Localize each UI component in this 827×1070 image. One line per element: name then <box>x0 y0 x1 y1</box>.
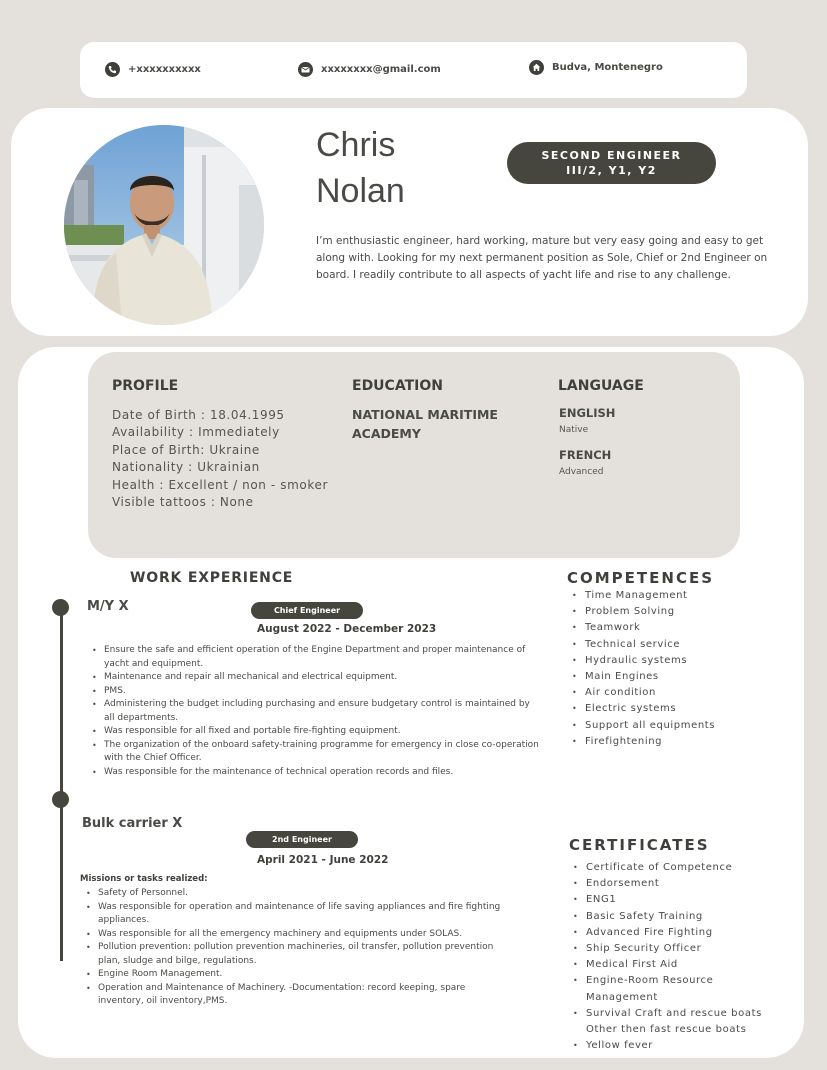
duty-item: • Safety of Personnel. <box>86 887 506 901</box>
education-heading: EDUCATION <box>352 378 443 394</box>
contact-email[interactable] <box>298 62 441 77</box>
work-heading: WORK EXPERIENCE <box>130 570 294 586</box>
timeline-line <box>60 605 63 961</box>
contact-location <box>529 60 663 75</box>
competence-item: • Technical service <box>572 637 792 653</box>
profile-item: Place of Birth: Ukraine <box>112 442 260 457</box>
info-box <box>88 352 740 558</box>
language-level: Native <box>559 425 589 435</box>
duty-item: • Engine Room Management. <box>86 968 506 982</box>
role-title: SECOND ENGINEER <box>541 149 682 162</box>
role-certs: III/2, Y1, Y2 <box>566 164 657 177</box>
timeline-dot <box>52 599 69 616</box>
language-level: Advanced <box>559 467 604 477</box>
language-name: ENGLISH <box>559 406 616 420</box>
duty-item: • Administering the budget including purchasing and ensure budgetary control is maintained by all departments. <box>92 698 542 725</box>
main-card <box>18 347 804 1058</box>
job-place: Bulk carrier X <box>82 816 183 831</box>
profile-item: Date of Birth : 18.04.1995 <box>112 408 285 422</box>
email-icon <box>298 62 313 77</box>
location-text: Budva, Montenegro <box>552 62 663 73</box>
contact-phone[interactable] <box>105 62 201 77</box>
competence-item: • Time Management <box>572 588 792 604</box>
language-heading: LANGUAGE <box>558 378 644 394</box>
competences-list <box>572 588 792 750</box>
duty-item: • Was responsible for operation and maintenance of life saving appliances and fire fighting appliances. <box>86 901 506 928</box>
hero-card <box>11 108 808 336</box>
job-place: M/Y X <box>87 599 129 614</box>
duty-item: • The organization of the onboard safety-training programme for emergency in close co-operation with the Chief Officer. <box>92 739 542 766</box>
competence-item: • Hydraulic systems <box>572 653 792 669</box>
certificate-item: • Yellow fever <box>573 1038 788 1054</box>
phone-text: +xxxxxxxxxx <box>128 64 201 75</box>
job-position: 2nd Engineer <box>246 831 358 848</box>
duty-item: • Was responsible for the maintenance of technical operation records and files. <box>92 766 542 780</box>
certificate-item: • Medical First Aid <box>573 957 788 973</box>
role-badge <box>507 142 716 184</box>
certificates-list <box>573 860 788 1054</box>
full-name <box>316 122 405 214</box>
certificate-item: • Advanced Fire Fighting <box>573 925 788 941</box>
first-name: Chris <box>316 126 396 164</box>
duty-item: • Maintenance and repair all mechanical and electrical equipment. <box>92 671 542 685</box>
competence-item: • Firefightening <box>572 734 792 750</box>
profile-item: Availability : Immediately <box>112 425 280 440</box>
job-position: Chief Engineer <box>251 602 363 619</box>
home-icon <box>529 60 544 75</box>
profile-item: Visible tattoos : None <box>112 495 254 510</box>
job-duties <box>92 644 542 779</box>
intro-text: I’m enthusiastic engineer, hard working, mature but very easy going and easy to get along with. Looking for my next permanent position as Sole, Chief or 2nd Engineer on board. I readily contribute to all aspects of yacht life and rise to any challenge. <box>316 235 768 281</box>
profile-item: Health : Excellent / non - smoker <box>112 477 328 492</box>
competence-item: • Air condition <box>572 685 792 701</box>
tasks-title: Missions or tasks realized: <box>80 874 208 884</box>
contact-bar <box>80 42 747 98</box>
competence-item: • Teamwork <box>572 620 792 636</box>
competence-item: • Support all equipments <box>572 718 792 734</box>
certificates-heading: CERTIFICATES <box>569 836 710 854</box>
timeline-dot <box>52 791 69 808</box>
certificate-item: • Endorsement <box>573 876 788 892</box>
duty-item: • Was responsible for all fixed and portable fire-fighting equipment. <box>92 725 542 739</box>
job-dates: April 2021 - June 2022 <box>257 854 389 866</box>
profile-item: Nationality : Ukrainian <box>112 460 260 475</box>
competence-item: • Problem Solving <box>572 604 792 620</box>
phone-icon <box>105 62 120 77</box>
job-duties <box>86 887 506 1009</box>
competences-heading: COMPETENCES <box>567 569 715 587</box>
duty-item: • PMS. <box>92 685 542 699</box>
profile-heading: PROFILE <box>112 378 179 394</box>
education-school: NATIONAL MARITIME ACADEMY <box>352 407 498 441</box>
duty-item: • Was responsible for all the emergency machinery and equipments under SOLAS. <box>86 928 506 942</box>
certificate-item: • Certificate of Competence <box>573 860 788 876</box>
certificate-item: • Engine-Room Resource Management <box>573 973 788 1005</box>
duty-item: • Operation and Maintenance of Machinery. -Documentation: record keeping, spare inventory, oil inventory,PMS. <box>86 982 506 1009</box>
profile-list <box>112 407 328 511</box>
certificate-item: • ENG1 <box>573 892 788 908</box>
duty-item: • Ensure the safe and efficient operation of the Engine Department and proper maintenance of yacht and equipment. <box>92 644 542 671</box>
competence-item: • Main Engines <box>572 669 792 685</box>
language-name: FRENCH <box>559 448 612 462</box>
last-name: Nolan <box>316 172 405 210</box>
email-text: xxxxxxxx@gmail.com <box>321 64 441 75</box>
profile-photo <box>64 125 264 325</box>
job-dates: August 2022 - December 2023 <box>257 623 437 635</box>
certificate-item: • Survival Craft and rescue boats Other then fast rescue boats <box>573 1006 788 1038</box>
competence-item: • Electric systems <box>572 701 792 717</box>
certificate-item: • Basic Safety Training <box>573 909 788 925</box>
certificate-item: • Ship Security Officer <box>573 941 788 957</box>
duty-item: • Pollution prevention: pollution prevention machineries, oil transfer, pollution prevention plan, sludge and bilge, regulations. <box>86 941 506 968</box>
